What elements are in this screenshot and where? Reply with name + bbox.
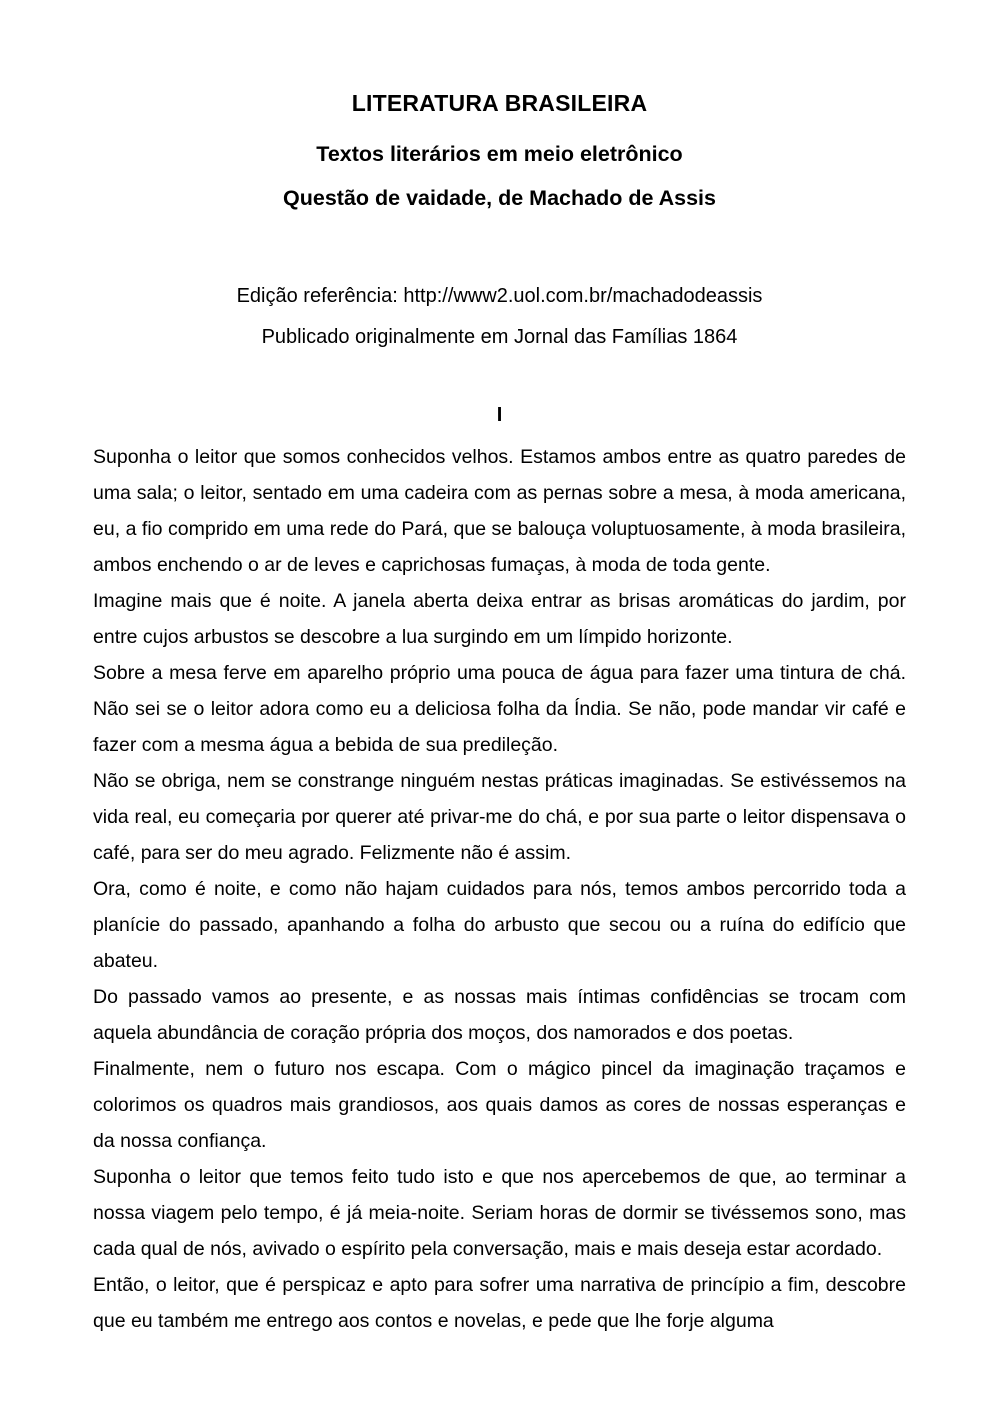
paragraph: Finalmente, nem o futuro nos escapa. Com o mágico pincel da imaginação traçamos e colorimos os quadros mais grandiosos, aos quais damos as cores de nossas esperanças e da nossa confiança. xyxy=(93,1058,906,1152)
paragraph: Então, o leitor, que é perspicaz e apto para sofrer uma narrativa de princípio a fim, descobre que eu também me entrego aos contos e novelas, e pede que lhe forje alguma xyxy=(93,1274,906,1332)
edition-reference-line: Edição referência: http://www2.uol.com.br/machadodeassis xyxy=(236,285,763,307)
page-title: LITERATURA BRASILEIRA xyxy=(351,90,648,116)
title-block xyxy=(93,0,906,220)
edition-block xyxy=(93,276,906,358)
edition-publication-line: Publicado originalmente em Jornal das Famílias 1864 xyxy=(261,326,738,348)
document-content xyxy=(93,0,906,1339)
document-subtitle-collection: Textos literários em meio eletrônico xyxy=(316,142,683,166)
paragraph: Ora, como é noite, e como não hajam cuidados para nós, temos ambos percorrido toda a planície do passado, apanhando a folha do arbusto que secou ou a ruína do edifício que abateu. xyxy=(93,878,906,972)
paragraph: Sobre a mesa ferve em aparelho próprio uma pouca de água para fazer uma tintura de chá. Não sei se o leitor adora como eu a deliciosa folha da Índia. Se não, pode mandar vir café e fazer com a mesma água a bebida de sua predileção. xyxy=(93,662,906,756)
paragraph: Suponha o leitor que temos feito tudo isto e que nos apercebemos de que, ao terminar a nossa viagem pelo tempo, é já meia-noite. Seriam horas de dormir se tivéssemos sono, mas cada qual de nós, avivado o espírito pela conversação, mais e mais deseja estar acordado. xyxy=(93,1166,906,1260)
paragraph: Do passado vamos ao presente, e as nossas mais íntimas confidências se trocam com aquela abundância de coração própria dos moços, dos namorados e dos poetas. xyxy=(93,986,906,1044)
document-subtitle-work: Questão de vaidade, de Machado de Assis xyxy=(283,186,716,210)
paragraph: Não se obriga, nem se constrange ninguém nestas práticas imaginadas. Se estivéssemos na vida real, eu começaria por querer até privar-me do chá, e por sua parte o leitor dispensava o café, para ser do meu agrado. Felizmente não é assim. xyxy=(93,770,906,864)
paragraph: Imagine mais que é noite. A janela aberta deixa entrar as brisas aromáticas do jardim, por entre cujos arbustos se descobre a lua surgindo em um límpido horizonte. xyxy=(93,590,906,648)
body-text xyxy=(93,439,906,1339)
paragraph: Suponha o leitor que somos conhecidos velhos. Estamos ambos entre as quatro paredes de uma sala; o leitor, sentado em uma cadeira com as pernas sobre a mesa, à moda americana, eu, a fio comprido em uma rede do Pará, que se balouça voluptuosamente, à moda brasileira, ambos enchendo o ar de leves e caprichosas fumaças, à moda de toda gente. xyxy=(93,446,906,576)
section-marker: I xyxy=(496,404,503,426)
